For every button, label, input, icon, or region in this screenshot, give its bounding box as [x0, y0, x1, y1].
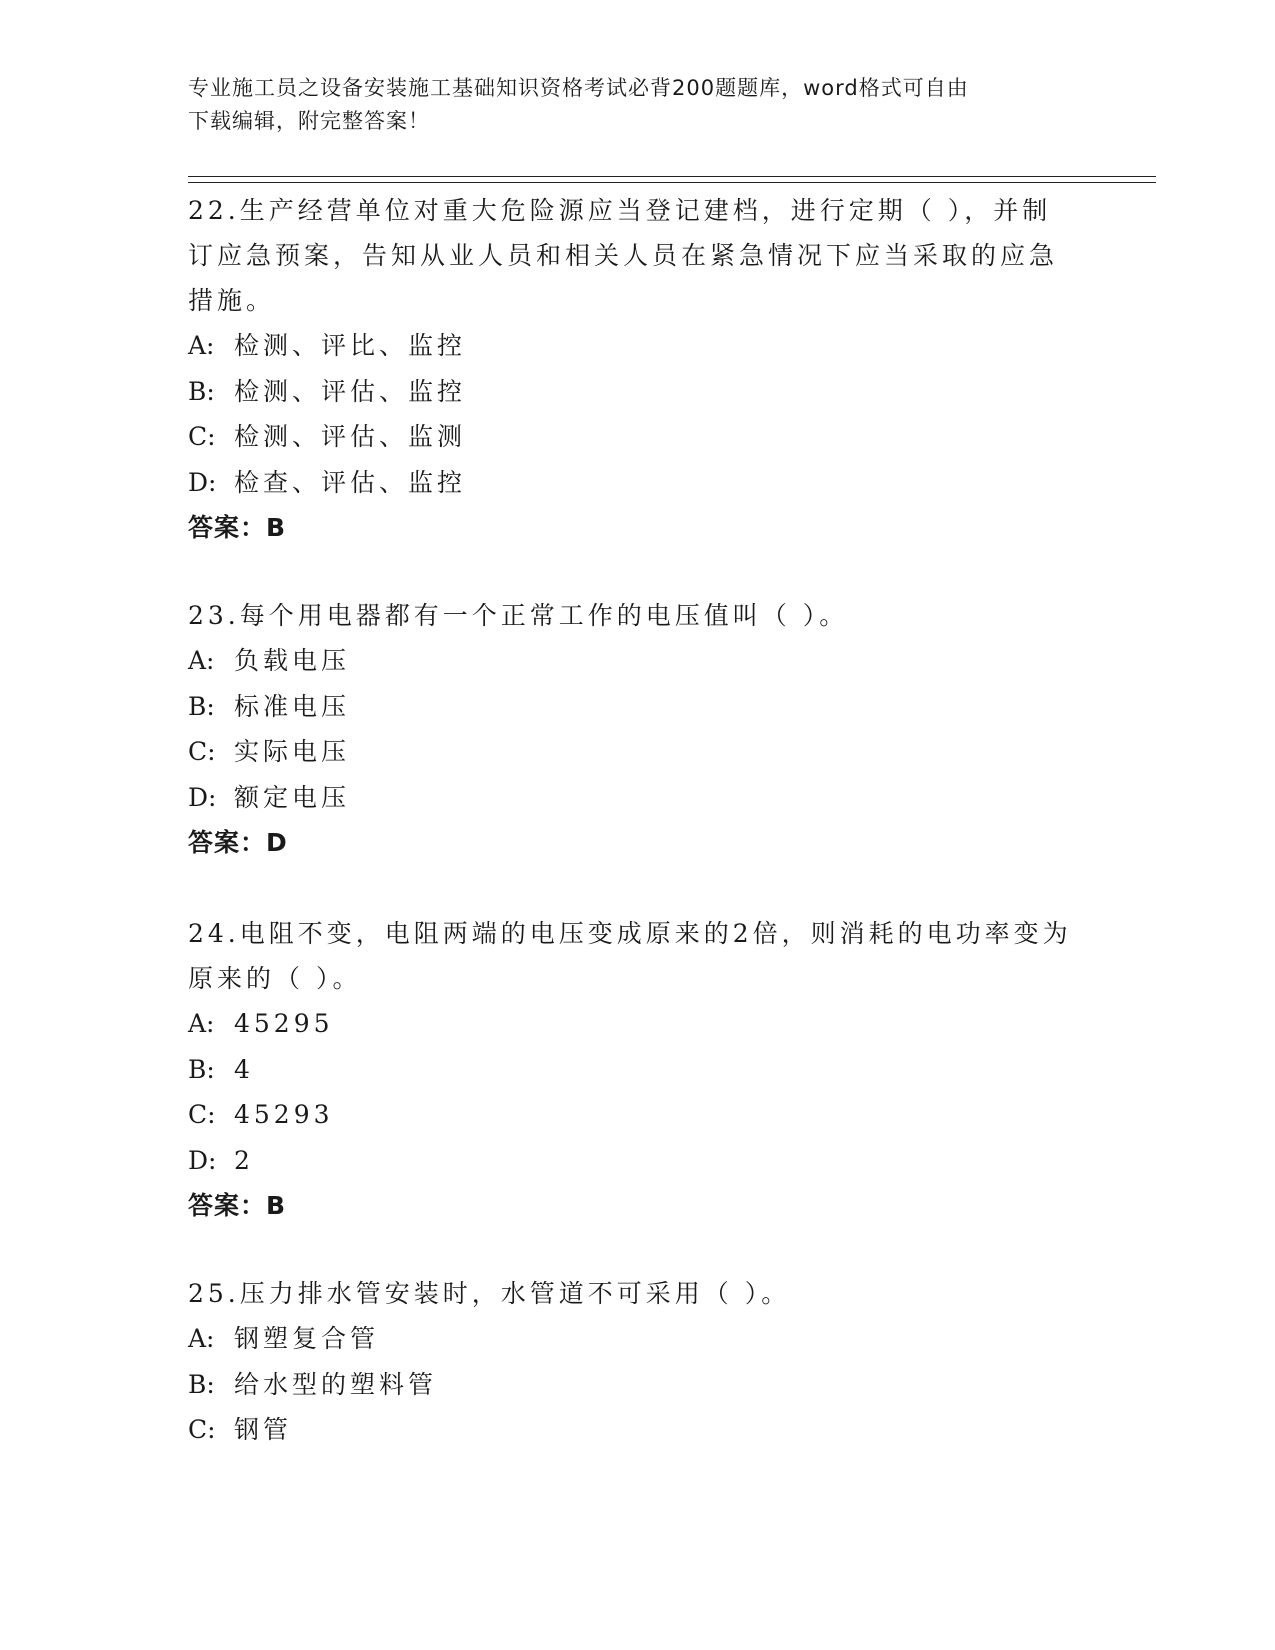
- option-key: D:: [188, 467, 217, 497]
- option-text: 检查、评估、监控: [234, 467, 467, 497]
- answer: 答案：D: [188, 828, 288, 857]
- header-divider-top: [188, 176, 1156, 177]
- option-key: C:: [188, 737, 216, 766]
- option-key: C:: [188, 422, 216, 451]
- question-24: [188, 911, 1088, 1228]
- option-c: [188, 1092, 1088, 1138]
- option-c: [188, 414, 1088, 460]
- option-a: [188, 1001, 1088, 1047]
- option-a: [188, 1316, 1088, 1362]
- option-text: 2: [234, 1145, 254, 1175]
- option-text: 实际电压: [234, 737, 351, 766]
- option-key: C:: [188, 1415, 216, 1444]
- question-stem: 23.每个用电器都有一个正常工作的电压值叫（ ）。: [188, 601, 849, 630]
- option-b: [188, 684, 1088, 730]
- option-key: A:: [188, 1324, 215, 1353]
- answer: 答案：B: [188, 1191, 287, 1220]
- question-stem: 24.电阻不变，电阻两端的电压变成原来的2倍，则消耗的电功率变为原来的（ ）。: [188, 919, 1072, 993]
- option-text: 检测、评比、监控: [234, 331, 467, 360]
- option-text: 钢塑复合管: [234, 1324, 380, 1353]
- header-divider-bottom: [188, 182, 1156, 183]
- option-d: [188, 775, 1088, 821]
- option-key: A:: [188, 1009, 215, 1038]
- question-25: [188, 1271, 1088, 1453]
- question-stem: 22.生产经营单位对重大危险源应当登记建档，进行定期（ ），并制订应急预案，告知从业人员和相关人员在紧急情况下应当采取的应急措施。: [188, 196, 1059, 315]
- option-text: 45293: [234, 1100, 334, 1129]
- option-b: [188, 1047, 1088, 1093]
- option-text: 45295: [234, 1009, 334, 1038]
- option-key: B:: [188, 376, 215, 406]
- question-23: [188, 593, 1088, 865]
- option-key: D:: [188, 1145, 217, 1175]
- option-key: C:: [188, 1100, 216, 1129]
- header-line: 专业施工员之设备安装施工基础知识资格考试必背200题题库，word格式可自由: [188, 76, 969, 100]
- option-b: [188, 369, 1088, 415]
- option-key: A:: [188, 331, 215, 360]
- option-a: [188, 323, 1088, 369]
- option-key: B:: [188, 1369, 215, 1399]
- option-text: 额定电压: [234, 782, 351, 812]
- option-text: 给水型的塑料管: [234, 1369, 438, 1399]
- answer: 答案：B: [188, 513, 287, 542]
- option-a: [188, 638, 1088, 684]
- option-text: 4: [234, 1054, 254, 1084]
- option-key: B:: [188, 1054, 215, 1084]
- option-text: 钢管: [234, 1415, 293, 1444]
- option-key: A:: [188, 646, 215, 675]
- option-text: 检测、评估、监测: [234, 422, 467, 451]
- option-d: [188, 460, 1088, 506]
- option-c: [188, 1407, 1088, 1453]
- question-stem: 25.压力排水管安装时，水管道不可采用（ ）。: [188, 1279, 791, 1308]
- option-text: 标准电压: [234, 691, 351, 721]
- option-d: [188, 1138, 1088, 1184]
- option-key: D:: [188, 782, 217, 812]
- option-text: 负载电压: [234, 646, 351, 675]
- document-header: [188, 72, 1088, 138]
- question-22: [188, 188, 1088, 550]
- header-line: 下载编辑，附完整答案！: [188, 109, 430, 133]
- option-text: 检测、评估、监控: [234, 376, 467, 406]
- option-b: [188, 1362, 1088, 1408]
- option-key: B:: [188, 691, 215, 721]
- option-c: [188, 729, 1088, 775]
